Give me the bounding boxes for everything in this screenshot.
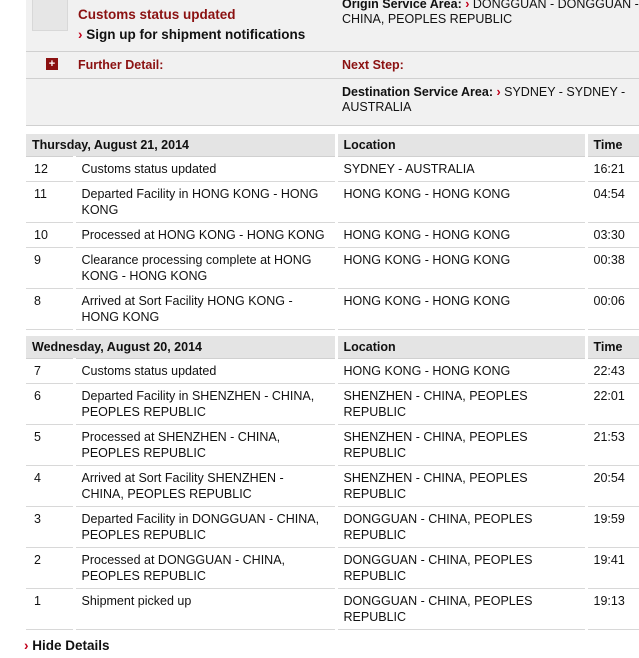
event-description: Departed Facility in HONG KONG - HONG KONG [74, 182, 336, 223]
event-description: Clearance processing complete at HONG KONG - HONG KONG [74, 248, 336, 289]
event-description: Departed Facility in DONGGUAN - CHINA, PEOPLES REPUBLIC [74, 507, 336, 548]
time-header: Time [586, 134, 639, 157]
expand-plus-icon[interactable]: + [46, 58, 58, 70]
signup-label: Sign up for shipment notifications [86, 27, 306, 42]
table-row [26, 548, 639, 589]
event-time: 19:13 [586, 589, 639, 630]
events-table-day-2 [26, 336, 639, 630]
destination-service-area [342, 79, 639, 125]
event-location: HONG KONG - HONG KONG [336, 182, 586, 223]
event-location: DONGGUAN - CHINA, PEOPLES REPUBLIC [336, 507, 586, 548]
origin-service-area [342, 0, 639, 43]
status-thumbnail [32, 0, 68, 31]
event-number: 5 [26, 425, 74, 466]
table-row [26, 507, 639, 548]
origin-value: DONGGUAN - DONGGUAN - CHINA, PEOPLES REPUBLIC [342, 0, 639, 26]
event-time: 03:30 [586, 223, 639, 248]
destination-label: Destination Service Area: [342, 85, 493, 99]
day-date-header: Wednesday, August 20, 2014 [26, 336, 336, 359]
shipment-tracking-panel [26, 0, 639, 653]
event-time: 21:53 [586, 425, 639, 466]
further-detail-row [26, 52, 639, 78]
day-date-header: Thursday, August 21, 2014 [26, 134, 336, 157]
event-location: HONG KONG - HONG KONG [336, 289, 586, 330]
status-row [26, 0, 639, 43]
event-number: 1 [26, 589, 74, 630]
event-number: 11 [26, 182, 74, 223]
event-location: HONG KONG - HONG KONG [336, 359, 586, 384]
event-description: Shipment picked up [74, 589, 336, 630]
event-number: 6 [26, 384, 74, 425]
table-row [26, 589, 639, 630]
table-row [26, 289, 639, 330]
event-number: 4 [26, 466, 74, 507]
event-time: 22:01 [586, 384, 639, 425]
event-location: DONGGUAN - CHINA, PEOPLES REPUBLIC [336, 548, 586, 589]
chevron-right-icon: › [496, 85, 501, 99]
table-row [26, 248, 639, 289]
event-number: 10 [26, 223, 74, 248]
next-step-label: Next Step: [342, 58, 404, 72]
event-number: 3 [26, 507, 74, 548]
further-detail-label[interactable]: Further Detail: [78, 58, 164, 72]
table-row [26, 157, 639, 182]
hide-details-label: Hide Details [32, 638, 110, 653]
events-table-day-1 [26, 134, 639, 330]
table-row [26, 223, 639, 248]
event-time: 00:06 [586, 289, 639, 330]
event-location: DONGGUAN - CHINA, PEOPLES REPUBLIC [336, 589, 586, 630]
event-time: 04:54 [586, 182, 639, 223]
event-description: Departed Facility in SHENZHEN - CHINA, PEOPLES REPUBLIC [74, 384, 336, 425]
hide-details-link[interactable] [24, 638, 639, 653]
event-description: Customs status updated [74, 359, 336, 384]
time-header: Time [586, 336, 639, 359]
status-title: Customs status updated [78, 7, 236, 22]
event-number: 7 [26, 359, 74, 384]
status-column [26, 0, 342, 43]
chevron-right-icon: › [24, 638, 29, 653]
table-row [26, 425, 639, 466]
event-location: SHENZHEN - CHINA, PEOPLES REPUBLIC [336, 384, 586, 425]
event-number: 12 [26, 157, 74, 182]
table-row [26, 359, 639, 384]
event-time: 00:38 [586, 248, 639, 289]
table-row [26, 182, 639, 223]
event-description: Arrived at Sort Facility HONG KONG - HONG KONG [74, 289, 336, 330]
location-header: Location [336, 336, 586, 359]
table-row [26, 384, 639, 425]
event-time: 19:59 [586, 507, 639, 548]
day-header-row [26, 134, 639, 157]
chevron-right-icon: › [465, 0, 470, 11]
event-location: SHENZHEN - CHINA, PEOPLES REPUBLIC [336, 466, 586, 507]
signup-notifications-link[interactable] [78, 27, 342, 43]
event-location: HONG KONG - HONG KONG [336, 223, 586, 248]
destination-value: SYDNEY - SYDNEY - AUSTRALIA [342, 85, 626, 114]
event-description: Processed at DONGGUAN - CHINA, PEOPLES REPUBLIC [74, 548, 336, 589]
event-location: SYDNEY - AUSTRALIA [336, 157, 586, 182]
event-description: Processed at HONG KONG - HONG KONG [74, 223, 336, 248]
destination-row [26, 79, 639, 125]
origin-label: Origin Service Area: [342, 0, 462, 11]
location-header: Location [336, 134, 586, 157]
event-time: 16:21 [586, 157, 639, 182]
event-time: 20:54 [586, 466, 639, 507]
event-number: 9 [26, 248, 74, 289]
chevron-right-icon: › [78, 27, 83, 42]
table-row [26, 466, 639, 507]
event-location: SHENZHEN - CHINA, PEOPLES REPUBLIC [336, 425, 586, 466]
event-time: 22:43 [586, 359, 639, 384]
day-header-row [26, 336, 639, 359]
event-time: 19:41 [586, 548, 639, 589]
shipment-summary [26, 0, 639, 126]
event-number: 8 [26, 289, 74, 330]
event-description: Customs status updated [74, 157, 336, 182]
event-number: 2 [26, 548, 74, 589]
event-description: Processed at SHENZHEN - CHINA, PEOPLES REPUBLIC [74, 425, 336, 466]
event-location: HONG KONG - HONG KONG [336, 248, 586, 289]
event-description: Arrived at Sort Facility SHENZHEN - CHINA, PEOPLES REPUBLIC [74, 466, 336, 507]
